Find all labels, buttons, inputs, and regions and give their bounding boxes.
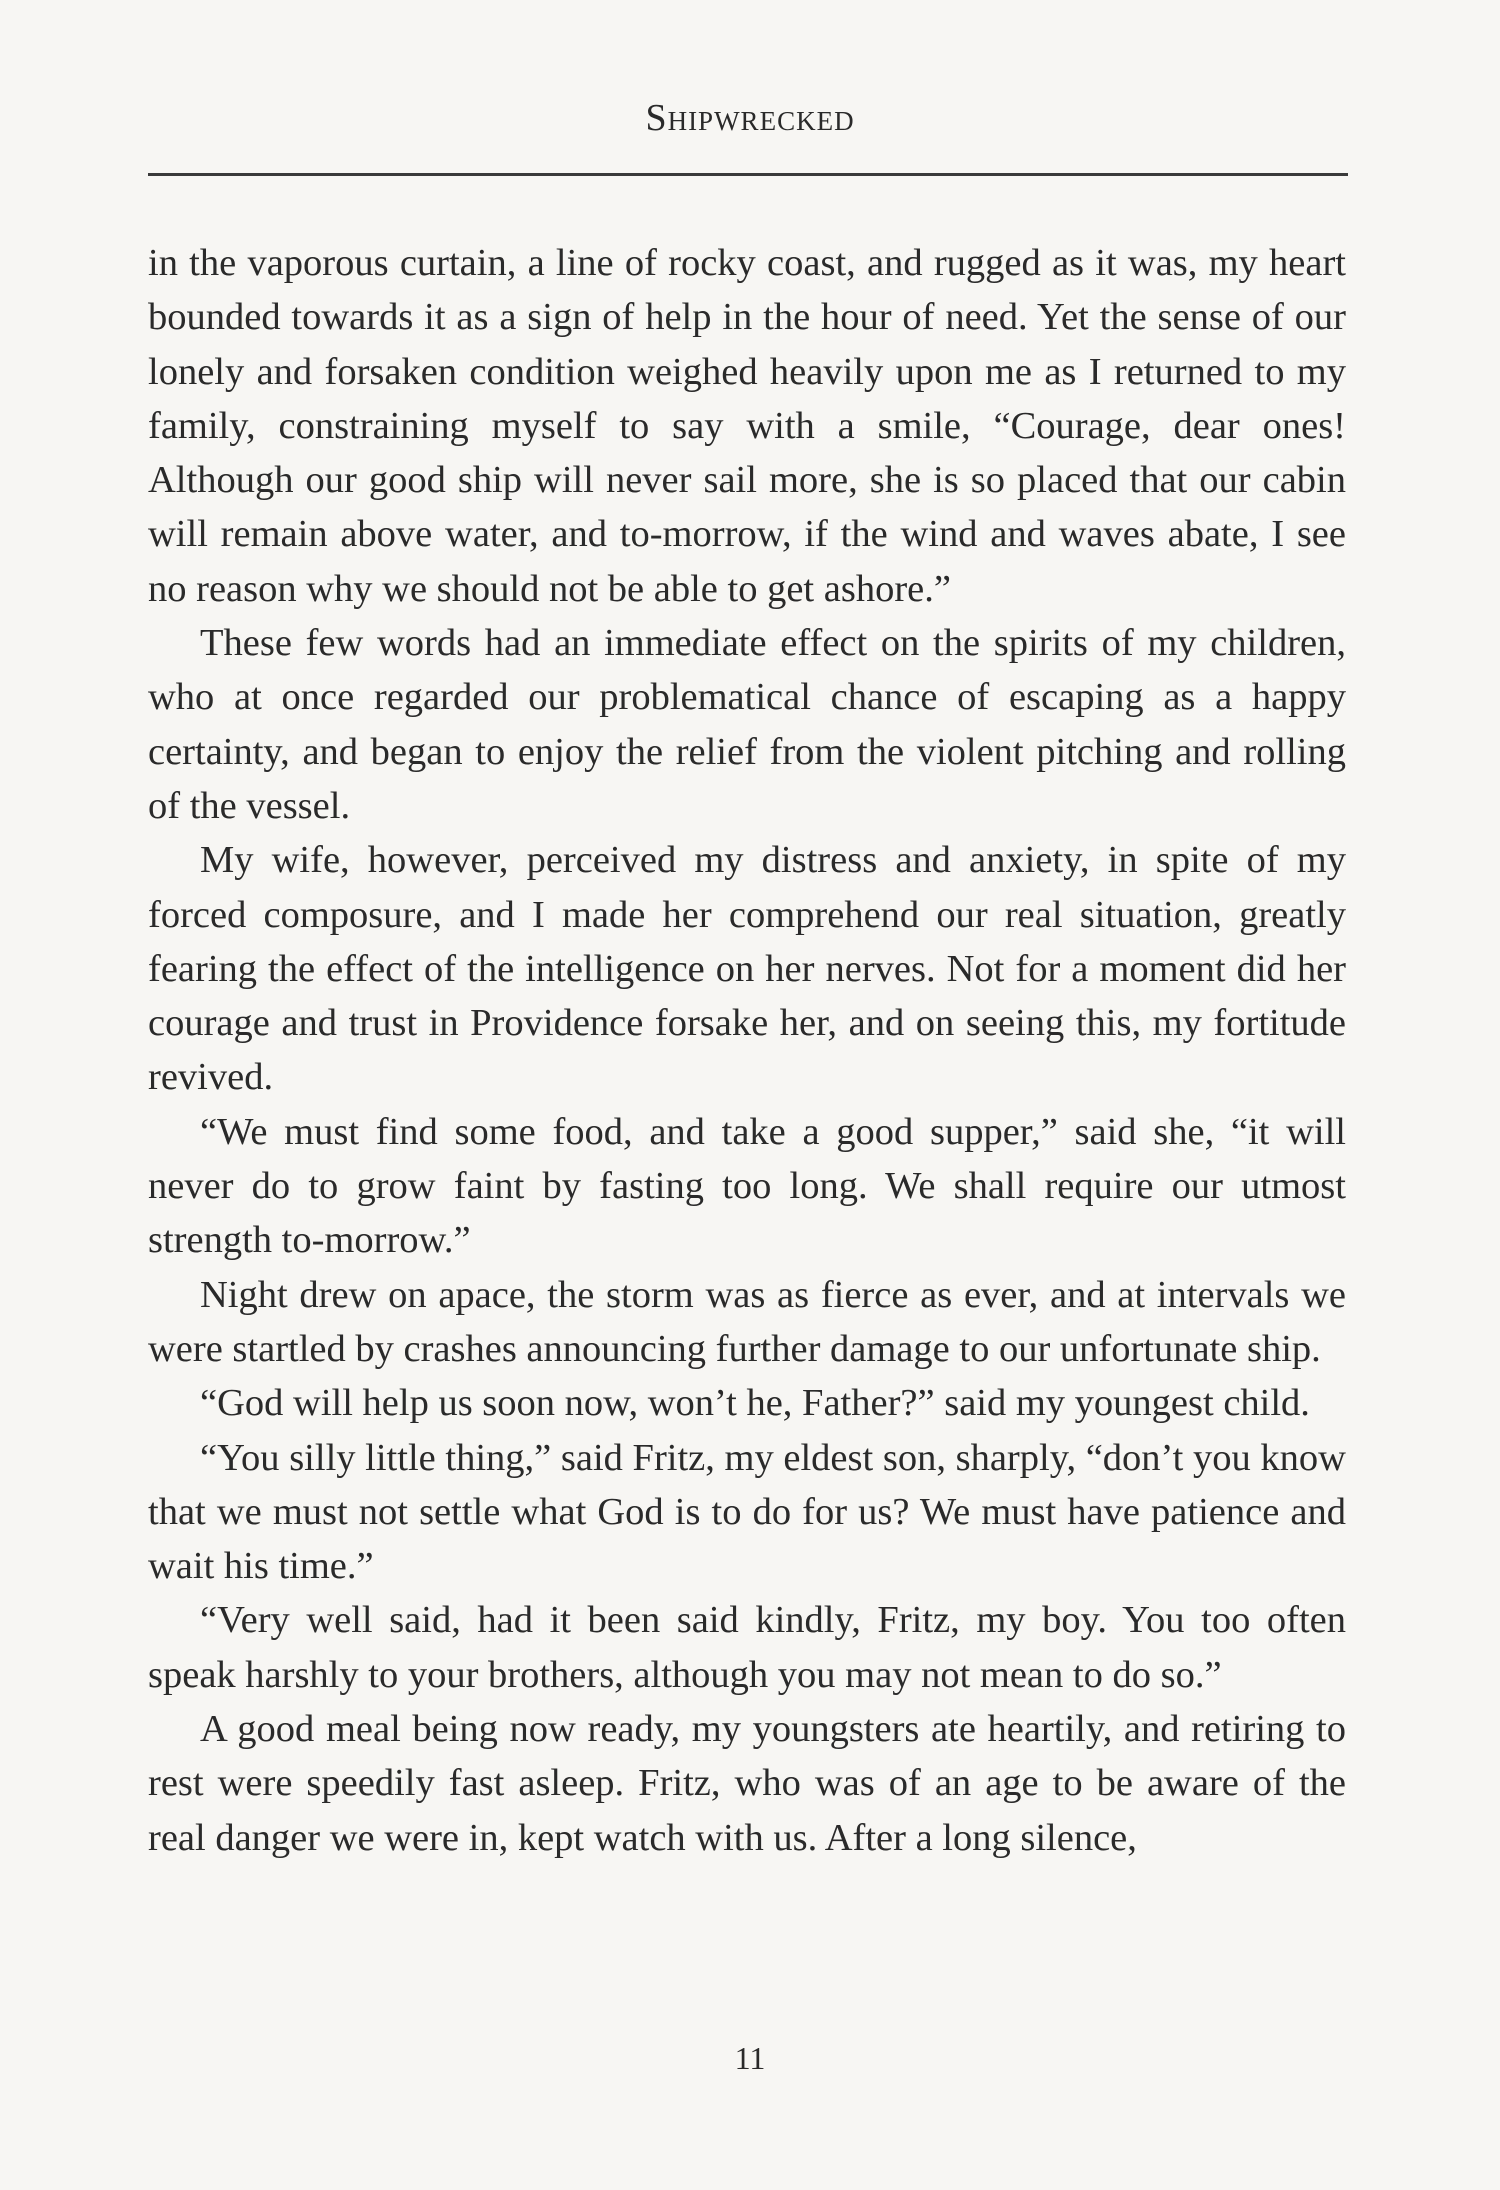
paragraph: Night drew on apace, the storm was as fierce as ever, and at intervals we were startled by crashes announcing further damage to our unfortunate ship. bbox=[148, 1273, 1346, 1370]
paragraph: “God will help us soon now, won’t he, Father?” said my youngest child. bbox=[200, 1382, 1310, 1425]
running-head: Shipwrecked bbox=[645, 97, 855, 139]
paragraph: My wife, however, perceived my distress and anxiety, in spite of my forced composure, and I made her comprehend our real situation, greatly fearing the effect of the intelligence on her nerves. Not for a moment did her courage and trust in Providence forsake her, and on seeing this, my fortitude revived. bbox=[148, 839, 1346, 1099]
paragraph: in the vaporous curtain, a line of rocky coast, and rugged as it was, my heart bounded towards it as a sign of help in the hour of need. Yet the sense of our lonely and forsaken condition weighed heavily upon me as I returned to my family, constraining myself to say with a smile, “Courage, dear ones! Although our good ship will never sail more, she is so placed that our cabin will remain above water, and to-morrow, if the wind and waves abate, I see no reason why we should not be able to get ashore.” bbox=[148, 242, 1346, 610]
paragraph: “We must find some food, and take a good supper,” said she, “it will never do to grow faint by fasting too long. We shall require our utmost strength to-morrow.” bbox=[148, 1110, 1346, 1262]
page-number: 11 bbox=[734, 2040, 766, 2076]
body-text bbox=[148, 236, 1346, 1865]
header-rule bbox=[148, 173, 1348, 176]
paragraph: A good meal being now ready, my youngsters ate heartily, and retiring to rest were speedily fast asleep. Fritz, who was of an age to be aware of the real danger we were in, kept watch with us. After a long silence, bbox=[148, 1708, 1346, 1859]
paragraph: “Very well said, had it been said kindly, Fritz, my boy. You too often speak harshly to your brothers, although you may not mean to do so.” bbox=[148, 1599, 1346, 1696]
paragraph: “You silly little thing,” said Fritz, my eldest son, sharply, “don’t you know that we must not settle what God is to do for us? We must have patience and wait his time.” bbox=[148, 1436, 1346, 1588]
paragraph: These few words had an immediate effect on the spirits of my children, who at once regarded our problematical chance of escaping as a happy certainty, and began to enjoy the relief from the violent pitching and rolling of the vessel. bbox=[148, 622, 1346, 827]
